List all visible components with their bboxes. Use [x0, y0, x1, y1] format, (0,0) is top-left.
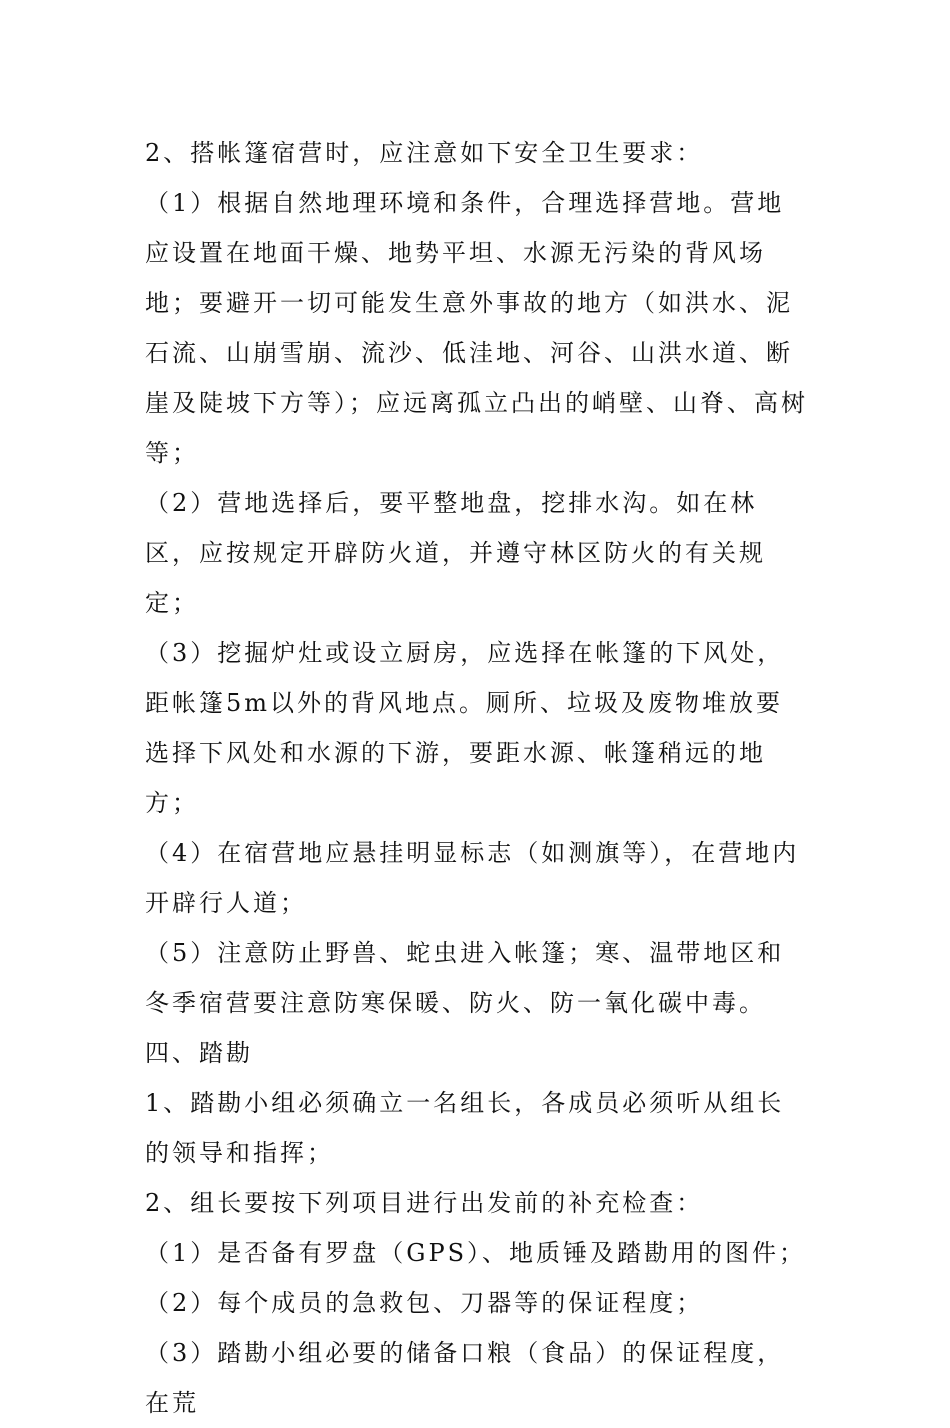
- paragraph-pre-departure-check: 2、组长要按下列项目进行出发前的补充检查：: [145, 1189, 704, 1217]
- paragraph-leveling-drainage: （2）营地选择后，要平整地盘，挖排水沟。如在林区，应按规定开辟防火道，并遵守林区防火的有关规定；: [145, 489, 766, 617]
- paragraph-animal-cold-prevention: （5）注意防止野兽、蛇虫进入帐篷；寒、温带地区和冬季宿营要注意防寒保暖、防火、防一氧化碳中毒。: [145, 939, 785, 1017]
- paragraph-tent-camp-heading: 2、搭帐篷宿营时，应注意如下安全卫生要求：: [145, 139, 704, 167]
- paragraph-first-aid-kits: （2）每个成员的急救包、刀器等的保证程度；: [145, 1289, 704, 1317]
- paragraph-reserve-rations: （3）踏勘小组必要的储备口粮（食品）的保证程度，在荒: [145, 1339, 785, 1417]
- paragraph-stove-kitchen: （3）挖掘炉灶或设立厨房，应选择在帐篷的下风处，距帐篷5m以外的背风地点。厕所、垃圾及废物堆放要选择下风处和水源的下游，要距水源、帐篷稍远的地方；: [145, 639, 785, 817]
- paragraph-team-leader: 1、踏勘小组必须确立一名组长，各成员必须听从组长的领导和指挥；: [145, 1089, 785, 1167]
- section-heading-survey: 四、踏勘: [145, 1039, 253, 1067]
- paragraph-camp-markers: （4）在宿营地应悬挂明显标志（如测旗等），在营地内开辟行人道；: [145, 839, 800, 917]
- paragraph-camp-site-selection: （1）根据自然地理环境和条件，合理选择营地。营地应设置在地面干燥、地势平坦、水源无污染的背风场地；要避开一切可能发生意外事故的地方（如洪水、泥石流、山崩雪崩、流沙、低洼地、河谷、山洪水道、断崖及陡坡下方等）；应远离孤立凸出的峭壁、山脊、高树等；: [145, 189, 808, 467]
- document-body: [145, 128, 810, 1428]
- paragraph-compass-tools: （1）是否备有罗盘（GPS）、地质锤及踏勘用的图件；: [145, 1239, 807, 1267]
